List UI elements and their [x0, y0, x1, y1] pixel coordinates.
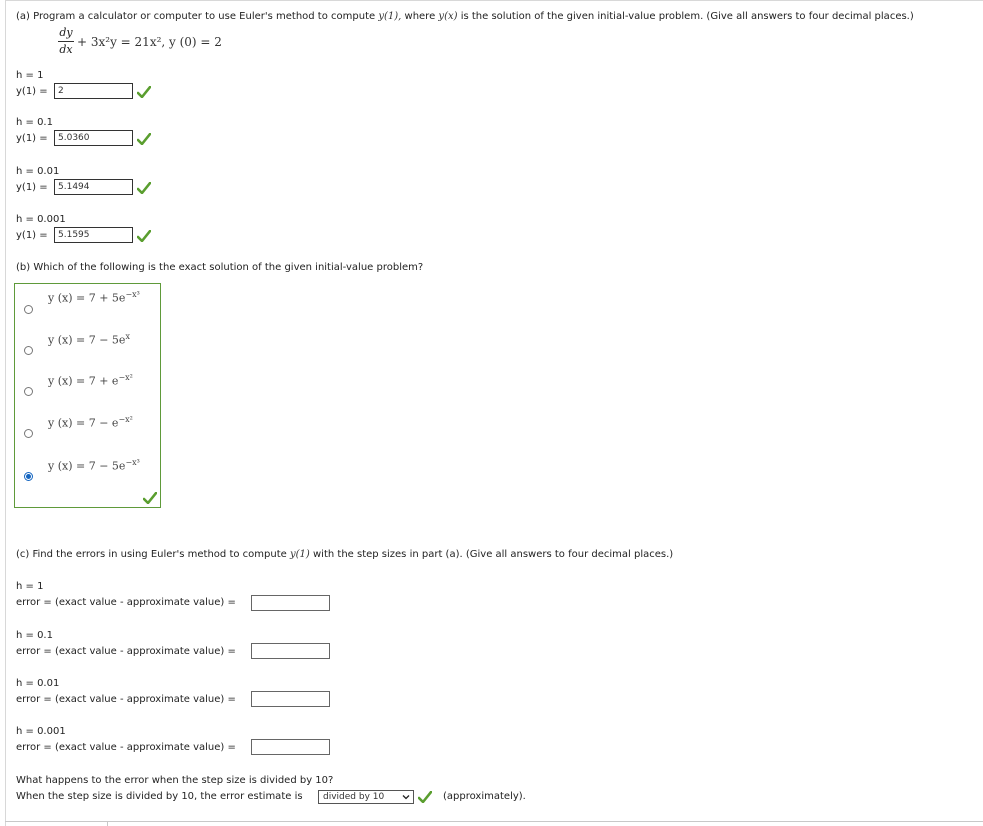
- error-input-c2[interactable]: [251, 643, 330, 659]
- answer-input-a3[interactable]: 5.1494: [54, 179, 133, 195]
- h-label-c3: h = 0.01: [16, 678, 60, 689]
- part-b-question: (b) Which of the following is the exact solution of the given initial-value problem?: [16, 262, 424, 273]
- check-icon: [418, 791, 432, 803]
- y-label-a3: y(1) =: [16, 182, 48, 193]
- answer-input-a1[interactable]: 2: [54, 83, 133, 99]
- error-label-c1: error = (exact value - approximate value) =: [16, 597, 236, 608]
- choices-box: [14, 283, 161, 508]
- part-a-intro: (a) Program a calculator or computer to use Euler's method to compute y(1), where y(x) is the solution of the given initial-value problem. (Give all answers to four decimal places.): [16, 11, 914, 22]
- frame-tick: [107, 821, 108, 826]
- option-5-radio[interactable]: [24, 472, 33, 481]
- error-label-c3: error = (exact value - approximate value) =: [16, 694, 236, 705]
- part-c-answer-prefix: When the step size is divided by 10, the error estimate is: [16, 791, 303, 802]
- check-icon: [137, 230, 151, 242]
- option-1-label: y $(x) = 7 + 5e^{-x^3}$: [48, 290, 140, 305]
- error-label-c4: error = (exact value - approximate value) =: [16, 742, 236, 753]
- check-icon: [137, 86, 151, 98]
- h-label-a3: h = 0.01: [16, 166, 60, 177]
- option-4-radio[interactable]: [24, 429, 33, 438]
- error-input-c1[interactable]: [251, 595, 330, 611]
- y-label-a2: y(1) =: [16, 133, 48, 144]
- error-estimate-select[interactable]: [318, 790, 414, 804]
- y-label-a4: y(1) =: [16, 230, 48, 241]
- eq-numerator: dy: [59, 26, 73, 39]
- check-icon: [143, 492, 157, 504]
- option-3-label: y $(x) = 7 + e^{-x^2}$: [48, 373, 133, 388]
- chevron-down-icon: [402, 793, 410, 801]
- part-c-intro: (c) Find the errors in using Euler's method to compute y(1) with the step sizes in part (a). (Give all answers to four decimal places.): [16, 549, 674, 560]
- y-label-a1: y(1) =: [16, 86, 48, 97]
- h-label-a2: h = 0.1: [16, 117, 53, 128]
- frame-top: [5, 0, 983, 1]
- eq-denominator: dx: [59, 43, 73, 56]
- frame-left: [5, 0, 6, 826]
- check-icon: [137, 182, 151, 194]
- option-4-label: y $(x) = 7 - e^{-x^2}$: [48, 415, 133, 430]
- eq-rest: + 3x²y = 21x², y (0) = 2: [77, 35, 222, 49]
- eq-fraction-bar: [58, 41, 74, 42]
- option-2-label: y $(x) = 7 - 5e^x$: [48, 332, 130, 347]
- h-label-c1: h = 1: [16, 581, 44, 592]
- option-2-radio[interactable]: [24, 346, 33, 355]
- error-input-c4[interactable]: [251, 739, 330, 755]
- select-value: divided by 10: [323, 792, 385, 802]
- option-3-radio[interactable]: [24, 387, 33, 396]
- option-1-radio[interactable]: [24, 305, 33, 314]
- option-5-label: y $(x) = 7 - 5e^{-x^3}$: [48, 458, 140, 473]
- error-input-c3[interactable]: [251, 691, 330, 707]
- h-label-c2: h = 0.1: [16, 630, 53, 641]
- h-label-c4: h = 0.001: [16, 726, 66, 737]
- h-label-a1: h = 1: [16, 70, 44, 81]
- h-label-a4: h = 0.001: [16, 214, 66, 225]
- answer-input-a2[interactable]: 5.0360: [54, 130, 133, 146]
- answer-input-a4[interactable]: 5.1595: [54, 227, 133, 243]
- part-c-question: What happens to the error when the step size is divided by 10?: [16, 775, 334, 786]
- error-label-c2: error = (exact value - approximate value) =: [16, 646, 236, 657]
- frame-bottom: [5, 821, 983, 822]
- check-icon: [137, 133, 151, 145]
- part-c-answer-suffix: (approximately).: [443, 791, 526, 802]
